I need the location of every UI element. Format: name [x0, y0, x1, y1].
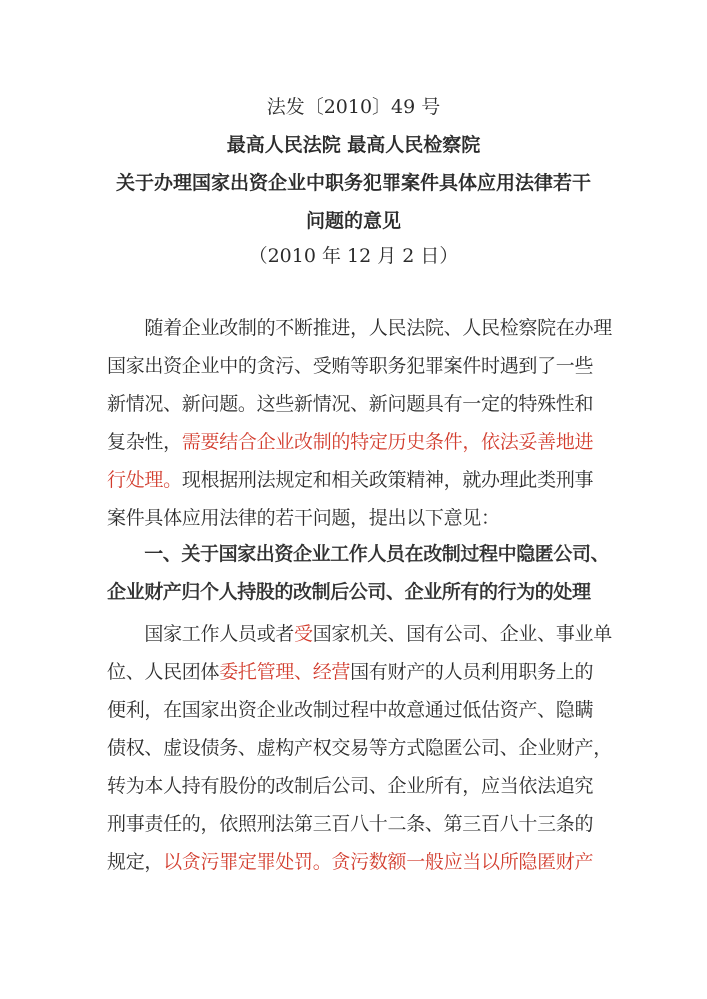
title-line-2: 问题的意见	[305, 210, 401, 232]
section-heading-line-1: 一、关于国家出资企业工作人员在改制过程中隐匿公司、	[107, 543, 610, 565]
highlighted-text: 行处理。	[107, 469, 182, 491]
text-line	[107, 392, 603, 416]
text-line	[107, 698, 603, 722]
text-line	[107, 430, 603, 454]
title-line-1: 关于办理国家出资企业中职务犯罪案件具体应用法律若干	[115, 172, 591, 194]
issuers: 最高人民法院 最高人民检察院	[226, 134, 481, 156]
text-span: 复杂性，	[107, 431, 182, 453]
text-span: 刑事责任的，依照刑法第三百八十二条、第三百八十三条的	[107, 813, 594, 835]
text-span: 规定，	[107, 851, 164, 873]
text-span: 随着企业改制的不断推进，人民法院、人民检察院在办理	[107, 317, 612, 339]
text-line	[107, 354, 603, 378]
text-span: 便利，在国家出资企业改制过程中故意通过低估资产、隐瞒	[107, 699, 594, 721]
text-span: 国家出资企业中的贪污、受贿等职务犯罪案件时遇到了一些	[107, 355, 594, 377]
highlighted-text: 受	[294, 623, 313, 645]
doc-number: 法发〔2010〕49 号	[266, 96, 441, 118]
text-span: 国家机关、国有公司、企业、事业单	[312, 623, 612, 645]
text-span: 债权、虚设债务、虚构产权交易等方式隐匿公司、企业财产，	[107, 737, 612, 759]
highlighted-text: 委托管理、经营	[219, 661, 351, 683]
text-line	[107, 468, 603, 492]
text-line	[107, 660, 603, 684]
text-span: 位、人民团体	[107, 661, 220, 683]
text-line	[107, 316, 612, 340]
text-line	[107, 622, 612, 646]
text-line	[107, 774, 603, 798]
text-line	[107, 850, 603, 874]
text-span: 现根据刑法规定和相关政策精神，就办理此类刑事	[181, 469, 594, 491]
text-span: 转为本人持有股份的改制后公司、企业所有，应当依法追究	[107, 775, 594, 797]
text-line	[107, 812, 603, 836]
issue-date: （2010 年 12 月 2 日）	[248, 245, 459, 267]
section-heading-line-2: 企业财产归个人持股的改制后公司、企业所有的行为的处理	[107, 581, 591, 603]
highlighted-text: 以贪污罪定罪处罚。贪污数额一般应当以所隐匿财产	[163, 851, 594, 873]
text-span: 国家工作人员或者	[107, 623, 295, 645]
text-span: 新情况、新问题。这些新情况、新问题具有一定的特殊性和	[107, 393, 594, 415]
highlighted-text: 需要结合企业改制的特定历史条件，依法妥善地进	[181, 431, 594, 453]
text-span: 案件具体应用法律的若干问题，提出以下意见：	[107, 507, 500, 529]
text-span: 国有财产的人员利用职务上的	[350, 661, 594, 683]
text-line	[107, 736, 612, 760]
text-line	[107, 506, 603, 530]
